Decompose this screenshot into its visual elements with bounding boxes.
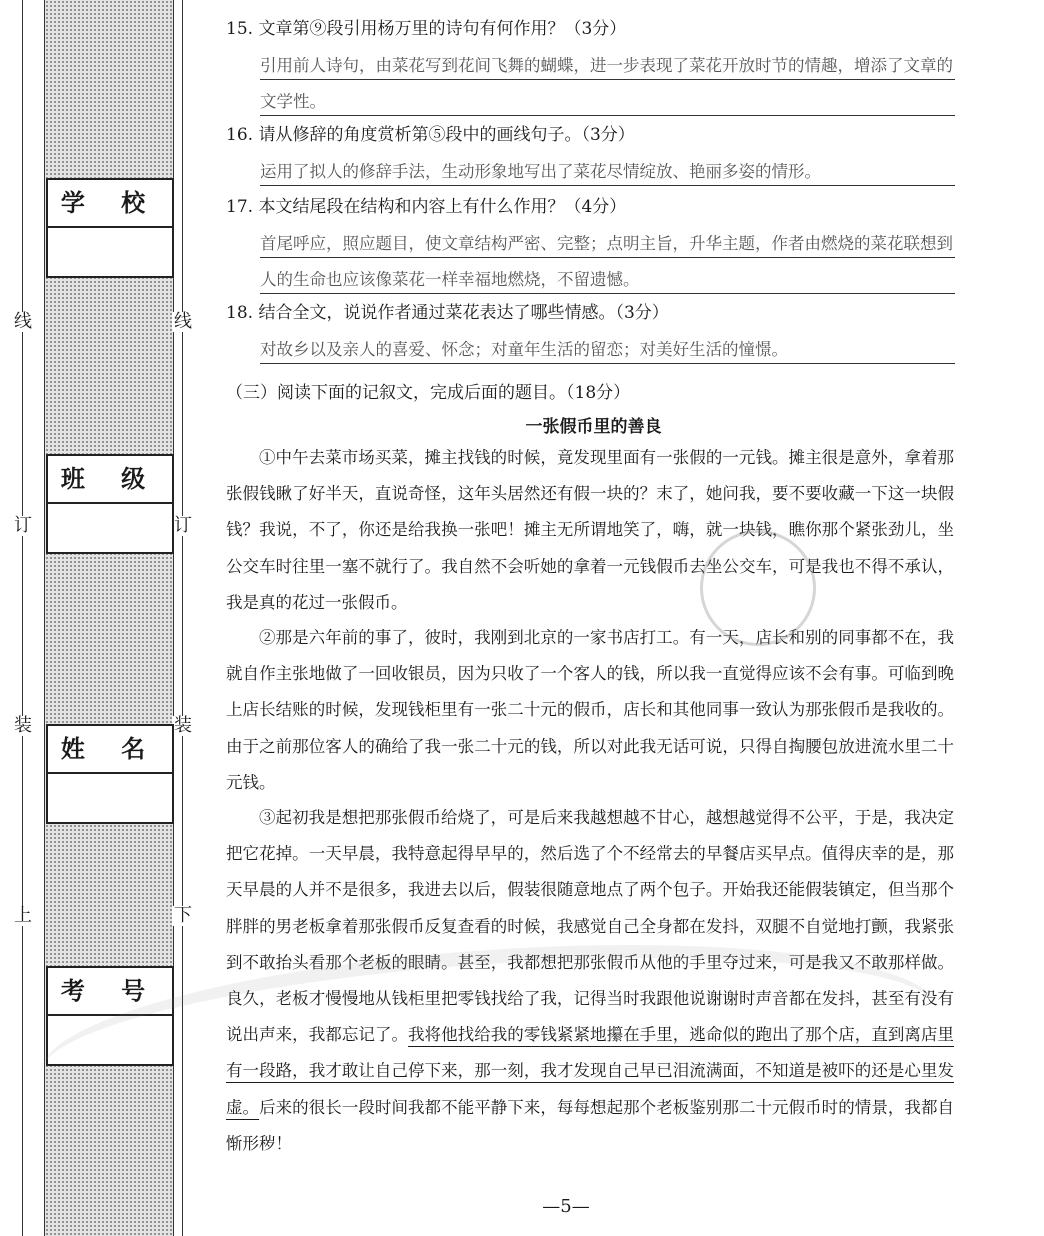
paragraph-1: ①中午去菜市场买菜，摊主找钱的时候，竟发现里面有一张假的一元钱。摊主很是意外，拿着那张假钱瞅了好半天，直说奇怪，这年头居然还有假一块的？末了，她问我，要不要收藏一下这一块假钱？我说，不了，你还是给我换一张吧！摊主无所谓地笑了，嗨，就一块钱，瞧你那个紧张劲儿，坐公交车时往里一塞不就行了。我自然不会听她的拿着一元钱假币去坐公交车，可是我也不得不承认，我是真的花过一张假币。 bbox=[226, 448, 954, 612]
question-number: 16. bbox=[226, 125, 254, 145]
article-title: 一张假币里的善良 bbox=[525, 417, 662, 437]
question-number: 15. bbox=[226, 19, 254, 39]
binding-mark-left-4: 上 bbox=[14, 905, 32, 926]
class-field-label: 班 级 bbox=[48, 456, 172, 504]
question-prompt: 本文结尾段在结构和内容上有什么作用？（4分） bbox=[258, 197, 627, 217]
section-heading: （三）阅读下面的记叙文，完成后面的题目。（18分） bbox=[226, 383, 631, 403]
paragraph-3-text: ③起初我是想把那张假币给烧了，可是后来我越想越不甘心，越想越觉得不公平，于是，我决定把它花掉。一天早晨，我特意起得早早的，然后选了个不经常去的早餐店买早点。值得庆幸的是，那天早晨的人并不是很多，我进去以后，假装很随意地点了两个包子。开始我还能假装镇定，但当那个胖胖的男老板拿着那张假币反复查看的时候，我感觉自己全身都在发抖，双腿不自觉地打颤，我紧张到不敢抬头看那个老板的眼睛。甚至，我都想把那张假币从他的手里夺过来，可是我又不敢那样做。良久，老板才慢慢地从钱柜里把零钱找给了我，记得当时我跟他说谢谢时声音都在发抖，甚至有没有说出声来，我都忘记了。 bbox=[226, 808, 954, 1045]
question-17 bbox=[226, 196, 626, 218]
question-16 bbox=[226, 124, 635, 146]
binding-rail-left bbox=[22, 0, 23, 1236]
binding-rail-right bbox=[182, 0, 183, 1236]
paragraph-3 bbox=[226, 800, 954, 1162]
exam-number-field-label: 考 号 bbox=[48, 968, 172, 1016]
name-field[interactable] bbox=[46, 724, 174, 824]
question-number: 18. bbox=[226, 303, 254, 323]
question-number: 17. bbox=[226, 197, 254, 217]
question-prompt: 文章第⑨段引用杨万里的诗句有何作用？（3分） bbox=[258, 19, 627, 39]
binding-mark-right-2: 订 bbox=[174, 515, 192, 536]
question-18 bbox=[226, 302, 669, 324]
binding-mark-left-2: 订 bbox=[14, 515, 32, 536]
paragraph-3-ending: 后来的很长一段时间我都不能平静下来，每每想起那个老板鉴别那二十元假币时的情景，我都自惭形秽！ bbox=[226, 1097, 955, 1153]
binding-mark-right-1: 线 bbox=[174, 311, 192, 332]
binding-mark-left-3: 装 bbox=[14, 715, 32, 736]
answer-18: 对故乡以及亲人的喜爱、怀念；对童年生活的留恋；对美好生活的憧憬。 bbox=[260, 332, 955, 368]
paragraph-2: ②那是六年前的事了，彼时，我刚到北京的一家书店打工。有一天，店长和别的同事都不在，我就自作主张地做了一回收银员，因为只收了一个客人的钱，所以我一直觉得应该不会有事。可临到晚上店长结账的时候，发现钱柜里有一张二十元的假币，店长和其他同事一致认为那张假币是我收的。由于之前那位客人的确给了我一张二十元的钱，所以对此我无话可说，只得自掏腰包放进流水里二十元钱。 bbox=[226, 628, 954, 792]
page-number: —5— bbox=[542, 1196, 590, 1217]
binding-mark-right-3: 装 bbox=[174, 715, 192, 736]
question-prompt: 请从修辞的角度赏析第⑤段中的画线句子。（3分） bbox=[258, 125, 635, 145]
school-field[interactable] bbox=[46, 178, 174, 278]
binding-mark-right-4: 下 bbox=[174, 905, 192, 926]
underlined-sentence: 我将他找给我的零钱紧紧地攥在手里，逃命似的跑出了那个店，直到离店里有一段路，我才敢让自己停下来，那一刻，我才发现自己早已泪流满面，不知道是被吓的还是心里发虚。 bbox=[226, 1025, 955, 1117]
question-prompt: 结合全文，说说作者通过菜花表达了哪些情感。（3分） bbox=[258, 303, 669, 323]
question-15 bbox=[226, 18, 626, 40]
exam-number-field[interactable] bbox=[46, 966, 174, 1066]
answer-15: 引用前人诗句，由菜花写到花间飞舞的蝴蝶，进一步表现了菜花开放时节的情趣，增添了文章的文学性。 bbox=[260, 48, 955, 120]
name-field-label: 姓 名 bbox=[48, 726, 172, 774]
binding-mark-left-1: 线 bbox=[14, 311, 32, 332]
answer-16: 运用了拟人的修辞手法，生动形象地写出了菜花尽情绽放、艳丽多姿的情形。 bbox=[260, 154, 955, 190]
class-field[interactable] bbox=[46, 454, 174, 554]
answer-17: 首尾呼应，照应题目，使文章结构严密、完整；点明主旨，升华主题，作者由燃烧的菜花联想到人的生命也应该像菜花一样幸福地燃烧，不留遗憾。 bbox=[260, 226, 955, 298]
school-field-label: 学 校 bbox=[48, 180, 172, 228]
